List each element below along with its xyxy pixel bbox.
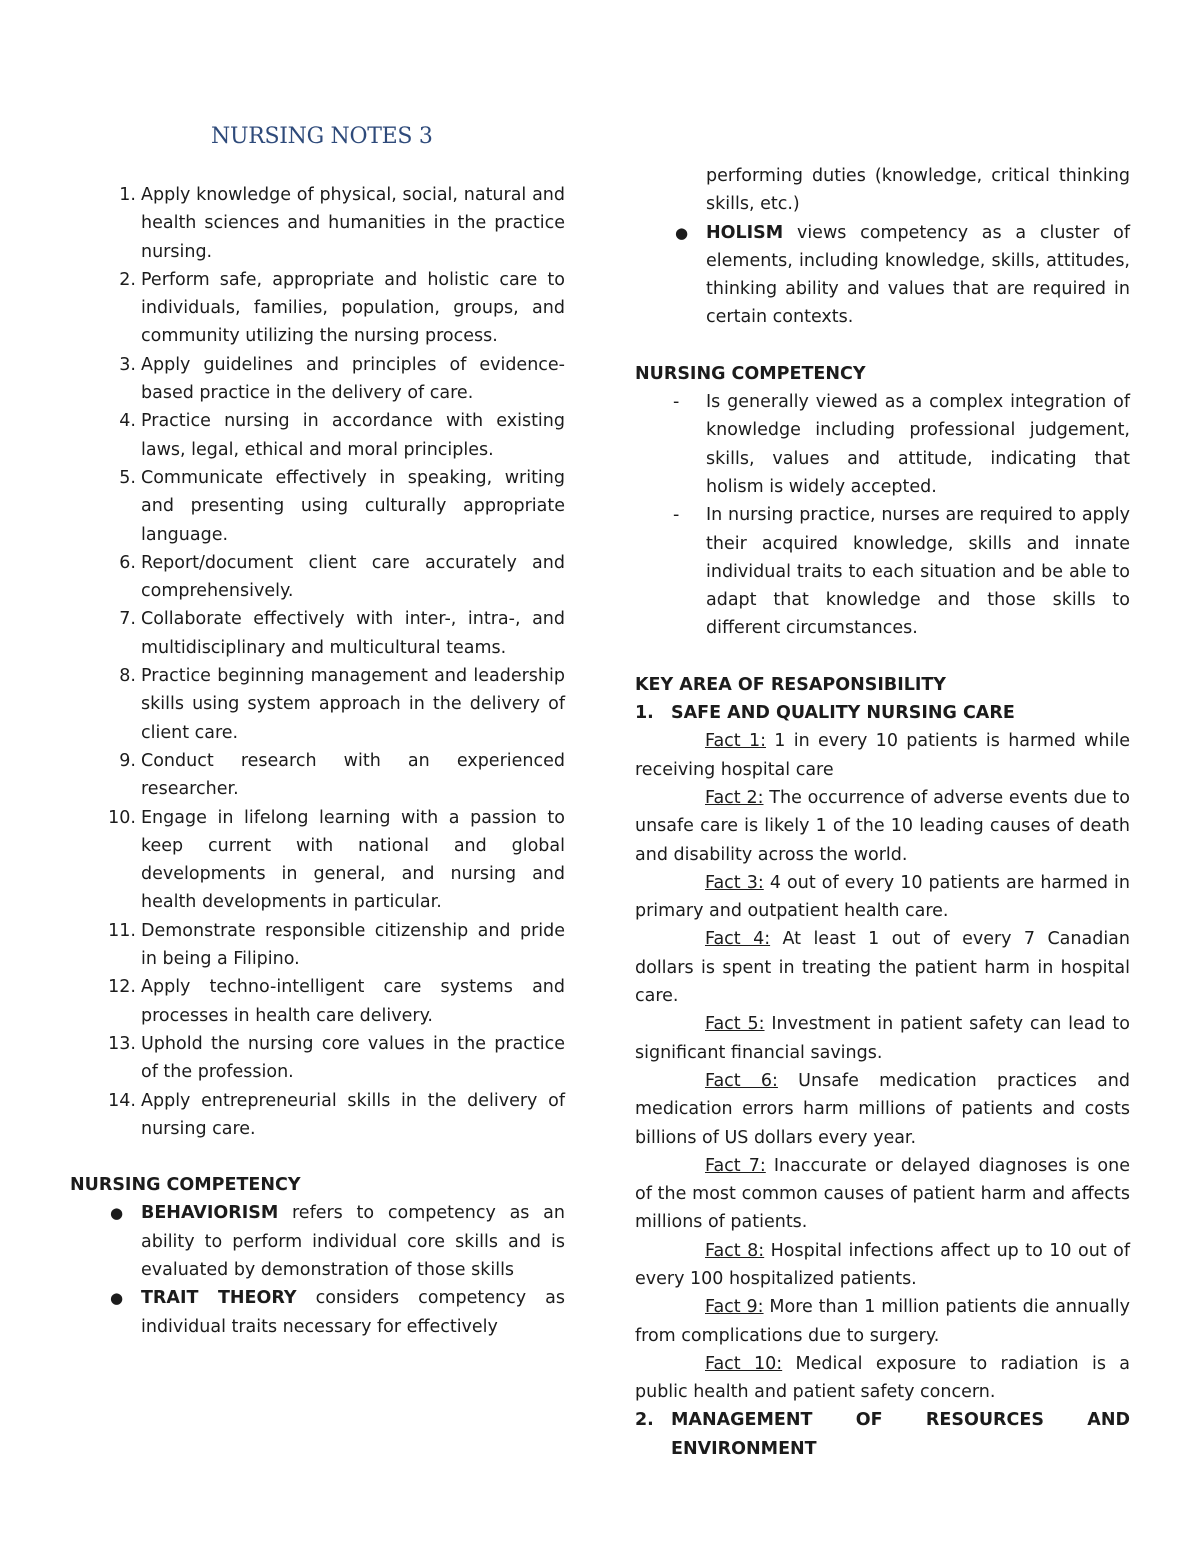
list-item [635,388,1130,501]
fact-text: Hospital infections affect up to 10 out of every 100 hospitalized patients. [635,1240,1131,1289]
item-number: 10. [108,807,136,828]
sub-number: 1. [635,703,654,724]
item-text: Practice nursing in accordance with existing laws, legal, ethical and moral principles. [141,411,565,460]
bullet-icon: ● [110,1204,124,1223]
item-number: 8. [119,666,136,687]
list-item [70,804,565,917]
fact-paragraph [635,1152,1130,1237]
item-text: views competency as a cluster of elements, including knowledge, skills, attitudes, thinking ability and values that are required in certain contexts. [706,222,1130,328]
list-item [635,501,1130,642]
fact-text: More than 1 million patients die annually from complications due to surgery. [635,1297,1130,1346]
list-item [70,351,565,408]
item-text: Uphold the nursing core values in the practice of the profession. [141,1033,565,1083]
item-text: refers to competency as an ability to perform individual core skills and is evaluated by demonstration of those skills [141,1203,565,1280]
list-item [635,219,1130,332]
item-text: Report/document client care accurately and comprehensively. [141,552,565,602]
dash-icon: - [673,505,680,526]
item-text: Perform safe, appropriate and holistic care to individuals, families, population, groups, and community utilizing the nursing process. [141,269,565,347]
sub-text: SAFE AND QUALITY NURSING CARE [671,703,1015,724]
list-item [70,973,565,1030]
list-item [70,464,565,549]
item-text: considers competency as individual traits necessary for effectively [141,1288,565,1337]
section-heading-nursing-competency-2: NURSING COMPETENCY [635,363,866,384]
item-number: 4. [119,411,136,432]
dash-icon: - [673,392,680,413]
list-item [70,1030,565,1087]
item-text: Communicate effectively in speaking, writing and presenting using culturally appropriate language. [141,467,565,545]
item-number: 11. [108,920,136,941]
subheading-management-resources [635,1406,1130,1463]
item-number: 7. [119,609,136,630]
item-number: 13. [108,1033,136,1054]
list-item [70,662,565,747]
bullet-icon: ● [675,223,689,242]
fact-text: 4 out of every 10 patients are harmed in primary and outpatient health care. [635,872,1130,922]
fact-text: 1 in every 10 patients is harmed while receiving hospital care [635,731,1130,780]
bullet-icon: ● [110,1289,124,1308]
continued-text: performing duties (knowledge, critical thinking skills, etc.) [706,166,1130,215]
section-heading-key-area: KEY AREA OF RESAPONSIBILITY [635,674,946,695]
fact-label: Fact 1: [705,731,766,752]
list-item [70,917,565,974]
sub-text: MANAGEMENT OF RESOURCES AND ENVIRONMENT [671,1410,1130,1459]
fact-text: The occurrence of adverse events due to unsafe care is likely 1 of the 10 leading causes of death and disability across the world. [635,787,1130,865]
item-text: Collaborate effectively with inter-, intra-, and multidisciplinary and multicultural teams. [141,609,565,658]
sub-number: 2. [635,1410,654,1431]
fact-paragraph [635,784,1130,869]
term-trait-theory: TRAIT THEORY [141,1288,297,1309]
item-text: Engage in lifelong learning with a passion to keep current with national and global developments in general, and nursing and health developments in particular. [141,807,565,913]
item-text: Is generally viewed as a complex integration of knowledge including professional judgement, skills, values and attitude, indicating that holism is widely accepted. [706,392,1130,497]
fact-label: Fact 7: [705,1155,766,1176]
list-item [70,1284,565,1341]
fact-text: Unsafe medication practices and medication errors harm millions of patients and costs billions of US dollars every year. [635,1070,1130,1148]
item-number: 1. [119,185,136,205]
fact-label: Fact 6: [705,1070,778,1091]
list-item [70,605,565,662]
list-item [70,266,565,351]
item-number: 12. [108,977,136,998]
fact-label: Fact 8: [705,1240,765,1261]
fact-label: Fact 9: [705,1297,764,1318]
item-text: Demonstrate responsible citizenship and pride in being a Filipino. [141,920,565,970]
list-item [70,407,565,464]
fact-paragraph [635,925,1130,1010]
item-number: 9. [119,750,136,771]
fact-paragraph [635,1237,1130,1294]
fact-label: Fact 4: [705,929,771,950]
fact-paragraph [635,1293,1130,1350]
item-number: 14. [108,1090,136,1111]
item-text: Apply knowledge of physical, social, natural and health sciences and humanities in the practice nursing. [141,185,565,262]
list-item [70,747,565,804]
list-item [70,1087,565,1144]
section-heading-nursing-competency: NURSING COMPETENCY [70,1175,301,1196]
fact-label: Fact 2: [705,787,764,808]
list-item [70,1199,565,1284]
fact-text: At least 1 out of every 7 Canadian dollars is spent in treating the patient harm in hospital care. [635,929,1130,1007]
fact-text: Inaccurate or delayed diagnoses is one of the most common causes of patient harm and affects millions of patients. [635,1155,1130,1233]
item-text: Practice beginning management and leadership skills using system approach in the delivery of client care. [141,666,565,743]
list-item [70,181,565,266]
fact-label: Fact 10: [705,1353,783,1374]
fact-paragraph [635,1067,1130,1152]
fact-paragraph [635,869,1130,926]
fact-paragraph [635,727,1130,784]
item-number: 2. [119,269,136,290]
fact-text: Investment in patient safety can lead to significant financial savings. [635,1014,1130,1063]
item-text: In nursing practice, nurses are required to apply their acquired knowledge, skills and innate individual traits to each situation and be able to adapt that knowledge and those skills to different circumstances. [706,505,1130,639]
item-text: Apply guidelines and principles of evidence-based practice in the delivery of care. [141,354,565,404]
item-number: 6. [119,552,136,573]
term-holism: HOLISM [706,222,784,243]
subheading-safe-quality-care [635,699,1130,727]
item-text: Apply techno-intelligent care systems and processes in health care delivery. [141,977,565,1026]
fact-text: Medical exposure to radiation is a public health and patient safety concern. [635,1353,1130,1403]
item-text: Conduct research with an experienced researcher. [141,750,565,800]
fact-label: Fact 5: [705,1014,765,1035]
list-item [70,549,565,606]
fact-paragraph [635,1010,1130,1067]
item-number: 3. [119,354,136,375]
item-text: Apply entrepreneurial skills in the delivery of nursing care. [141,1090,565,1139]
page-title: NURSING NOTES 3 [211,124,433,149]
term-behaviorism: BEHAVIORISM [141,1203,279,1224]
fact-paragraph [635,1350,1130,1407]
item-number: 5. [119,467,136,488]
fact-label: Fact 3: [705,872,764,893]
outcomes-list [70,181,565,1143]
